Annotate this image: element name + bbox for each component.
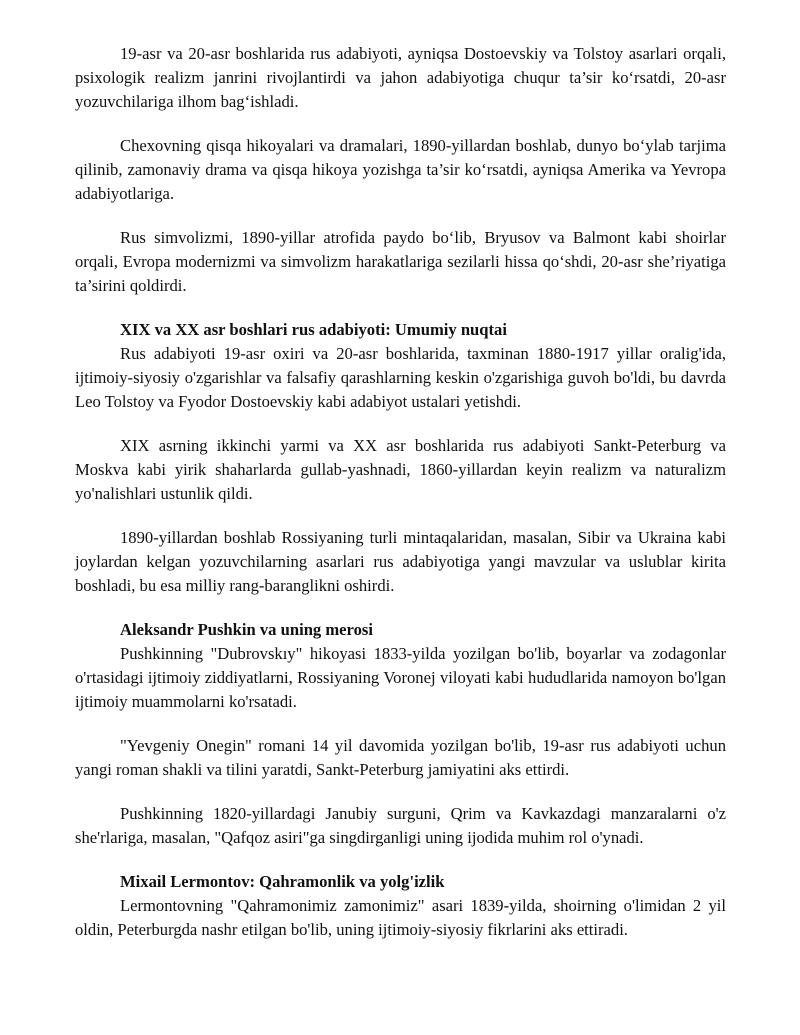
section-heading-overview: XIX va XX asr boshlari rus adabiyoti: Umumiy nuqtai xyxy=(120,320,507,339)
paragraph-3: Rus simvolizmi, 1890-yillar atrofida paydo bo‘lib, Bryusov va Balmont kabi shoirlar orqali, Evropa modernizmi va simvolizm harakatlariga sezilarli hissa qo‘shdi, 20-asr she’riyatiga ta’sirini qoldirdi. xyxy=(75,228,726,295)
section-heading-lermontov: Mixail Lermontov: Qahramonlik va yolg'izlik xyxy=(120,872,445,891)
paragraph-1: 19-asr va 20-asr boshlarida rus adabiyoti, ayniqsa Dostoevskiy va Tolstoy asarlari orqali, psixologik realizm janrini rivojlantirdi va jahon adabiyotiga chuqur ta’sir ko‘rsatdi, 20-asr yozuvchilariga ilhom bag‘ishladi. xyxy=(75,44,726,111)
paragraph-8: "Yevgeniy Onegin" romani 14 yil davomida yozilgan bo'lib, 19-asr rus adabiyoti uchun yangi roman shakli va tilini yaratdi, Sankt-Peterburg jamiyatini aks ettirdi. xyxy=(75,736,726,779)
section-heading-pushkin: Aleksandr Pushkin va uning merosi xyxy=(120,620,373,639)
paragraph-6: 1890-yillardan boshlab Rossiyaning turli mintaqalaridan, masalan, Sibir va Ukraina kabi joylardan kelgan yozuvchilarning asarlari rus adabiyotiga yangi mavzular va uslublar kirita boshladi, bu esa milliy rang-baranglikni oshirdi. xyxy=(75,528,726,595)
paragraph-10: Lermontovning "Qahramonimiz zamonimiz" asari 1839-yilda, shoirning o'limidan 2 yil oldin, Peterburgda nashr etilgan bo'lib, uning ijtimoiy-siyosiy fikrlarini aks ettiradi. xyxy=(75,896,726,939)
paragraph-4: Rus adabiyoti 19-asr oxiri va 20-asr boshlarida, taxminan 1880-1917 yillar oralig'ida, ijtimoiy-siyosiy o'zgarishlar va falsafiy qarashlarning keskin o'zgarishiga guvoh bo'ldi, bu davrda Leo Tolstoy va Fyodor Dostoevskiy kabi adabiyot ustalari yetishdi. xyxy=(75,344,726,411)
paragraph-5: XIX asrning ikkinchi yarmi va XX asr boshlarida rus adabiyoti Sankt-Peterburg va Moskva kabi yirik shaharlarda gullab-yashnadi, 1860-yillardan keyin realizm va naturalizm yo'nalishlari ustunlik qildi. xyxy=(75,436,726,503)
paragraph-2: Chexovning qisqa hikoyalari va dramalari, 1890-yillardan boshlab, dunyo bo‘ylab tarjima qilinib, zamonaviy drama va qisqa hikoya yozishga ta’sir ko‘rsatdi, ayniqsa Amerika va Yevropa adabiyotlariga. xyxy=(75,136,726,203)
paragraph-7: Pushkinning "Dubrovskıy" hikoyasi 1833-yilda yozilgan bo'lib, boyarlar va zodagonlar o'rtasidagi ijtimoiy ziddiyatlarni, Rossiyaning Voronej viloyati kabi hududlarida namoyon bo'lgan ijtimoiy muammolarni ko'rsatadi. xyxy=(75,644,726,711)
paragraph-9: Pushkinning 1820-yillardagi Janubiy surguni, Qrim va Kavkazdagi manzaralarni o'z she'rlariga, masalan, "Qafqoz asiri"ga singdirganligi uning ijodida muhim rol o'ynadi. xyxy=(75,804,726,847)
